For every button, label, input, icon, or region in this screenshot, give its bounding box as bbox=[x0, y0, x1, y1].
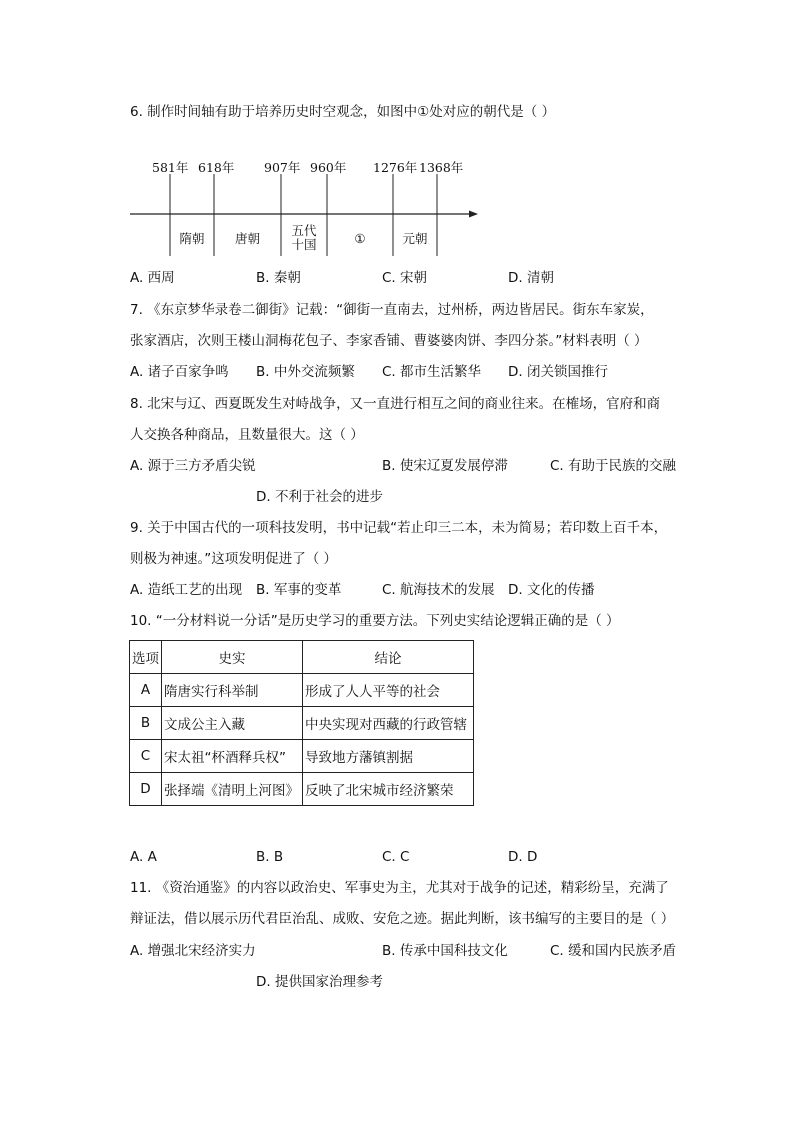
q10-option-c[interactable]: C. C bbox=[382, 849, 410, 865]
timeline-segment-tang: 唐朝 bbox=[234, 231, 260, 246]
q7-option-b[interactable]: B. 中外交流频繁 bbox=[256, 364, 355, 380]
table-cell: 隋唐实行科举制 bbox=[162, 674, 303, 707]
q11-stem-line2: 辩证法，借以展示历代君臣治乱、成败、安危之迹。据此判断，该书编写的主要目的是（ ） bbox=[130, 911, 675, 927]
q10-table bbox=[129, 640, 474, 806]
q6-option-a[interactable]: A. 西周 bbox=[130, 270, 175, 286]
timeline-year: 907年 bbox=[264, 160, 301, 175]
q10-option-d[interactable]: D. D bbox=[508, 849, 538, 865]
q8-stem-line1: 8. 北宋与辽、西夏既发生对峙战争，又一直进行相互之间的商业往来。在榷场，官府和商 bbox=[130, 396, 661, 412]
table-header-cell: 史实 bbox=[162, 641, 303, 674]
q9-option-c[interactable]: C. 航海技术的发展 bbox=[382, 582, 495, 598]
timeline-segment-blank: ① bbox=[354, 231, 366, 246]
table-cell: D bbox=[130, 773, 162, 806]
q11-option-c[interactable]: C. 缓和国内民族矛盾 bbox=[550, 943, 677, 959]
table-cell: 导致地方藩镇割据 bbox=[303, 740, 474, 773]
q10-stem: 10. “一分材料说一分话”是历史学习的重要方法。下列史实结论逻辑正确的是（ ） bbox=[130, 613, 620, 629]
timeline-year: 960年 bbox=[310, 160, 347, 175]
table-row bbox=[130, 707, 474, 740]
table-row bbox=[130, 740, 474, 773]
q8-option-d[interactable]: D. 不利于社会的进步 bbox=[256, 489, 383, 505]
table-cell: 文成公主入藏 bbox=[162, 707, 303, 740]
q11-stem-line1: 11. 《资治通鉴》的内容以政治史、军事史为主，尤其对于战争的记述，精彩纷呈，充满了 bbox=[130, 880, 669, 896]
table-cell: 反映了北宋城市经济繁荣 bbox=[303, 773, 474, 806]
table-row bbox=[130, 773, 474, 806]
table-cell: C bbox=[130, 740, 162, 773]
table-cell: 张择端《清明上河图》 bbox=[162, 773, 303, 806]
timeline-year: 581年 bbox=[152, 160, 189, 175]
q11-option-a[interactable]: A. 增强北宋经济实力 bbox=[130, 943, 256, 959]
q9-option-d[interactable]: D. 文化的传播 bbox=[508, 582, 595, 598]
q8-option-a[interactable]: A. 源于三方矛盾尖锐 bbox=[130, 458, 256, 474]
q6-option-d[interactable]: D. 清朝 bbox=[508, 270, 554, 286]
timeline-segment-sui: 隋朝 bbox=[179, 231, 205, 246]
timeline-axis bbox=[0, 160, 794, 280]
q7-option-a[interactable]: A. 诸子百家争鸣 bbox=[130, 364, 229, 380]
timeline-year: 618年 bbox=[198, 160, 235, 175]
table-header-cell: 结论 bbox=[303, 641, 474, 674]
table-cell: 中央实现对西藏的行政管辖 bbox=[303, 707, 474, 740]
table-cell: 形成了人人平等的社会 bbox=[303, 674, 474, 707]
timeline-segment-yuan: 元朝 bbox=[402, 231, 428, 246]
table-header-row bbox=[130, 641, 474, 674]
q7-option-d[interactable]: D. 闭关锁国推行 bbox=[508, 364, 608, 380]
q7-stem-line1: 7. 《东京梦华录卷二御街》记载：“御街一直南去，过州桥，两边皆居民。街东车家炭， bbox=[130, 302, 654, 318]
q11-option-d[interactable]: D. 提供国家治理参考 bbox=[256, 974, 383, 990]
timeline-segment-wudai: 五代 十国 bbox=[291, 223, 317, 252]
q8-stem-line2: 人交换各种商品，且数量很大。这（ ） bbox=[130, 427, 364, 443]
table-cell: B bbox=[130, 707, 162, 740]
q8-option-c[interactable]: C. 有助于民族的交融 bbox=[550, 458, 677, 474]
q10-option-a[interactable]: A. A bbox=[130, 849, 157, 865]
q7-option-c[interactable]: C. 都市生活繁华 bbox=[382, 364, 482, 380]
q9-stem-line2: 则极为神速。”这项发明促进了（ ） bbox=[130, 551, 338, 567]
table-cell: 宋太祖“杯酒释兵权” bbox=[162, 740, 303, 773]
timeline-year: 1368年 bbox=[419, 160, 464, 175]
q6-option-c[interactable]: C. 宋朝 bbox=[382, 270, 428, 286]
q8-option-b[interactable]: B. 使宋辽夏发展停滞 bbox=[382, 458, 508, 474]
q7-stem-line2: 张家酒店，次则王楼山洞梅花包子、李家香铺、曹婆婆肉饼、李四分茶。”材料表明（ ） bbox=[130, 333, 648, 349]
q6-option-b[interactable]: B. 秦朝 bbox=[256, 270, 301, 286]
q10-option-b[interactable]: B. B bbox=[256, 849, 284, 865]
table-header-cell: 选项 bbox=[130, 641, 162, 674]
table-cell: A bbox=[130, 674, 162, 707]
q9-option-b[interactable]: B. 军事的变革 bbox=[256, 582, 342, 598]
timeline-year: 1276年 bbox=[373, 160, 418, 175]
q6-stem: 6. 制作时间轴有助于培养历史时空观念，如图中①处对应的朝代是（ ） bbox=[130, 104, 556, 120]
q9-stem-line1: 9. 关于中国古代的一项科技发明，书中记载“若止印三二本，未为简易；若印数上百千本， bbox=[130, 520, 668, 536]
q9-option-a[interactable]: A. 造纸工艺的出现 bbox=[130, 582, 243, 598]
q11-option-b[interactable]: B. 传承中国科技文化 bbox=[382, 943, 508, 959]
table-row bbox=[130, 674, 474, 707]
